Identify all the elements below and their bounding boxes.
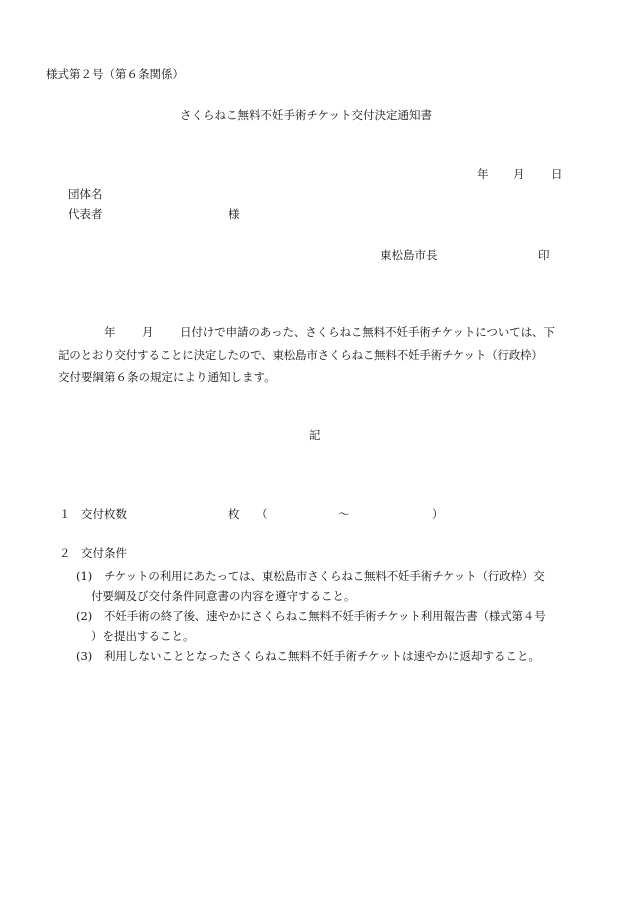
item-1-paren-close: ）: [432, 507, 444, 521]
representative-label: 代表者: [68, 207, 103, 221]
body-line-3: 交付要綱第６条の規定により通知します。: [58, 370, 276, 384]
date-year: 年: [477, 167, 489, 181]
body-month: 月: [142, 325, 154, 339]
form-label: 様式第２号（第６条関係）: [46, 67, 184, 81]
document-title: さくらねこ無料不妊手術チケット交付決定通知書: [180, 108, 432, 122]
condition-3-line-1: 利用しないこととなったさくらねこ無料不妊手術チケットは速やかに返却すること。: [104, 649, 540, 663]
item-2-number: ２: [59, 546, 71, 560]
condition-1-line-1: チケットの利用にあたっては、東松島市さくらねこ無料不妊手術チケット（行政枠）交: [104, 569, 545, 583]
condition-1-line-2: 付要綱及び交付条件同意書の内容を遵守すること。: [91, 589, 356, 603]
seal-mark: 印: [538, 248, 550, 262]
honorific: 様: [228, 207, 240, 221]
condition-2-number: (2): [76, 609, 93, 623]
date-day: 日: [551, 167, 563, 181]
issuer-name: 東松島市長: [380, 248, 438, 262]
ki-heading: 記: [309, 428, 321, 442]
body-year: 年: [104, 325, 116, 339]
body-line-2: 記のとおり交付することに決定したので、東松島市さくらねこ無料不妊手術チケット（行政枠）: [58, 348, 543, 362]
item-2-label: 交付条件: [81, 546, 127, 560]
item-1-label: 交付枚数: [81, 507, 127, 521]
item-1-tilde: ～: [338, 507, 350, 521]
item-1-paren-open: （: [256, 507, 268, 521]
condition-3-number: (3): [76, 649, 93, 663]
item-1-number: １: [59, 507, 71, 521]
item-1-unit: 枚: [228, 507, 240, 521]
condition-2-line-1: 不妊手術の終了後、速やかにさくらねこ無料不妊手術チケット利用報告書（様式第４号: [104, 609, 546, 623]
body-line-1: 日付けで申請のあった、さくらねこ無料不妊手術チケットについては、下: [180, 325, 555, 339]
condition-2-line-2: ）を提出すること。: [91, 629, 195, 643]
organization-label: 団体名: [68, 187, 103, 201]
date-month: 月: [513, 167, 525, 181]
condition-1-number: (1): [76, 569, 93, 583]
